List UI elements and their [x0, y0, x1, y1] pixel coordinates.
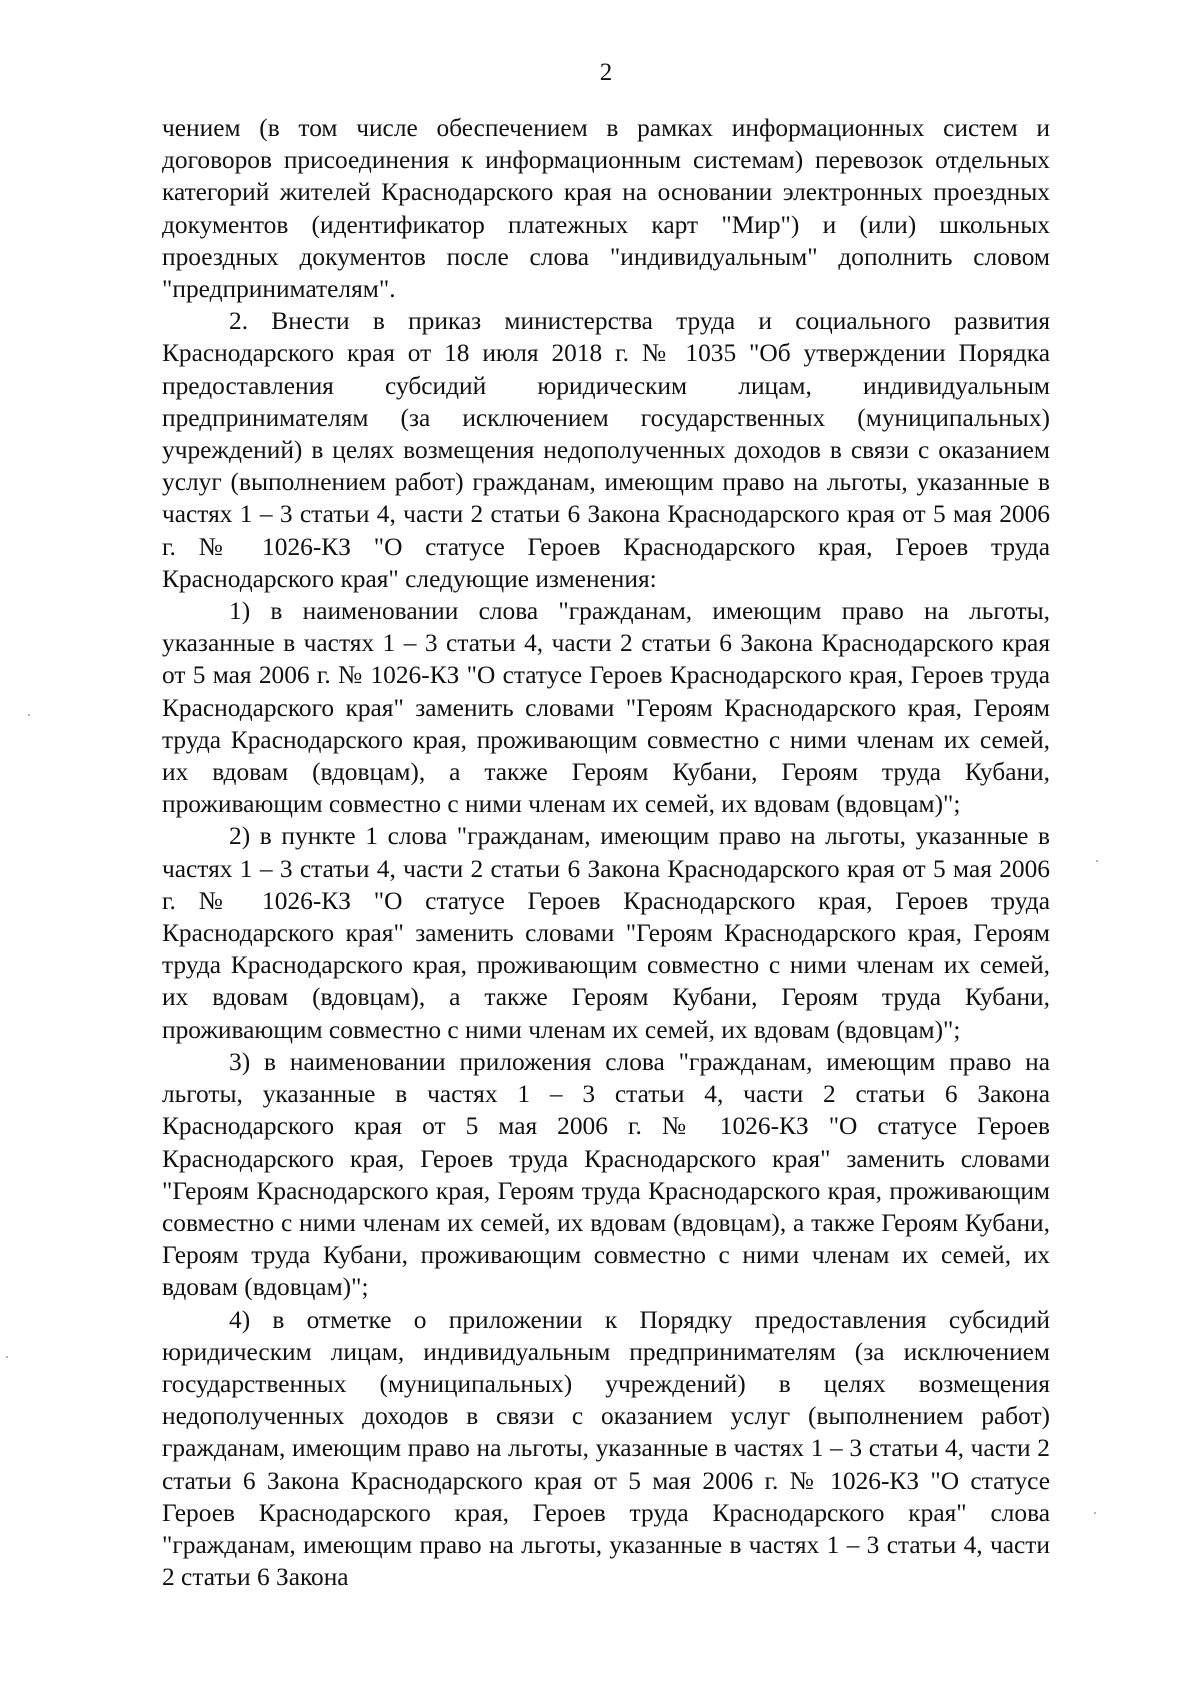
page-number: 2 [599, 59, 613, 86]
paragraph-subitem-2: 2) в пункте 1 слова "гражданам, имеющим право на льготы, указанные в частях 1 – 3 статьи 4, части 2 статьи 6 Закона Краснодарского края от 5 мая 2006 г. № 1026-КЗ "О статусе Героев Краснодарского края, Героев труда Краснодарского края" заменить словами "Героям Краснодарского края, Героям труда Краснодарского края, проживающим совместно с ними членам их семей, их вдовам (вдовцам), а также Героям Кубани, Героям труда Кубани, проживающим совместно с ними членам их семей, их вдовам (вдовцам)"; [162, 822, 1050, 1044]
document-body [162, 112, 1050, 1593]
scan-speck [6, 1356, 8, 1358]
scan-speck [1096, 860, 1098, 862]
scan-speck [28, 714, 30, 716]
paragraph-subitem-1: 1) в наименовании слова "гражданам, имеющим право на льготы, указанные в частях 1 – 3 статьи 4, части 2 статьи 6 Закона Краснодарского края от 5 мая 2006 г. № 1026-КЗ "О статусе Героев Краснодарского края, Героев труда Краснодарского края" заменить словами "Героям Краснодарского края, Героям труда Краснодарского края, проживающим совместно с ними членам их семей, их вдовам (вдовцам), а также Героям Кубани, Героям труда Кубани, проживающим совместно с ними членам их семей, их вдовам (вдовцам)"; [162, 597, 1050, 819]
paragraph-continuation: чением (в том числе обеспечением в рамках информационных систем и договоров присоединения к информационным системам) перевозок отдельных категорий жителей Краснодарского края на основании электронных проездных документов (идентификатор платежных карт "Мир") и (или) школьных проездных документов после слова "индивидуальным" дополнить словом "предпринимателям". [162, 114, 1050, 304]
paragraph-subitem-3: 3) в наименовании приложения слова "гражданам, имеющим право на льготы, указанные в частях 1 – 3 статьи 4, части 2 статьи 6 Закона Краснодарского края от 5 мая 2006 г. № 1026-КЗ "О статусе Героев Краснодарского края, Героев труда Краснодарского края" заменить словами "Героям Краснодарского края, Героям труда Краснодарского края, проживающим совместно с ними членам их семей, их вдовам (вдовцам), а также Героям Кубани, Героям труда Кубани, проживающим совместно с ними членам их семей, их вдовам (вдовцам)"; [162, 1047, 1050, 1302]
scan-speck [1094, 1512, 1096, 1514]
paragraph-item-2: 2. Внести в приказ министерства труда и социального развития Краснодарского края от 18 июля 2018 г. № 1035 "Об утверждении Порядка предоставления субсидий юридическим лицам, индивидуальным предпринимателям (за исключением государственных (муниципальных) учреждений) в целях возмещения недополученных доходов в связи с оказанием услуг (выполнением работ) гражданам, имеющим право на льготы, указанные в частях 1 – 3 статьи 4, части 2 статьи 6 Закона Краснодарского края от 5 мая 2006 г. № 1026-КЗ "О статусе Героев Краснодарского края, Героев труда Краснодарского края" следующие изменения: [162, 307, 1050, 593]
paragraph-subitem-4: 4) в отметке о приложении к Порядку предоставления субсидий юридическим лицам, индивидуальным предпринимателям (за исключением государственных (муниципальных) учреждений) в целях возмещения недополученных доходов в связи с оказанием услуг (выполнением работ) гражданам, имеющим право на льготы, указанные в частях 1 – 3 статьи 4, части 2 статьи 6 Закона Краснодарского края от 5 мая 2006 г. № 1026-КЗ "О статусе Героев Краснодарского края, Героев труда Краснодарского края" слова "гражданам, имеющим право на льготы, указанные в частях 1 – 3 статьи 4, части 2 статьи 6 Закона [162, 1305, 1050, 1592]
